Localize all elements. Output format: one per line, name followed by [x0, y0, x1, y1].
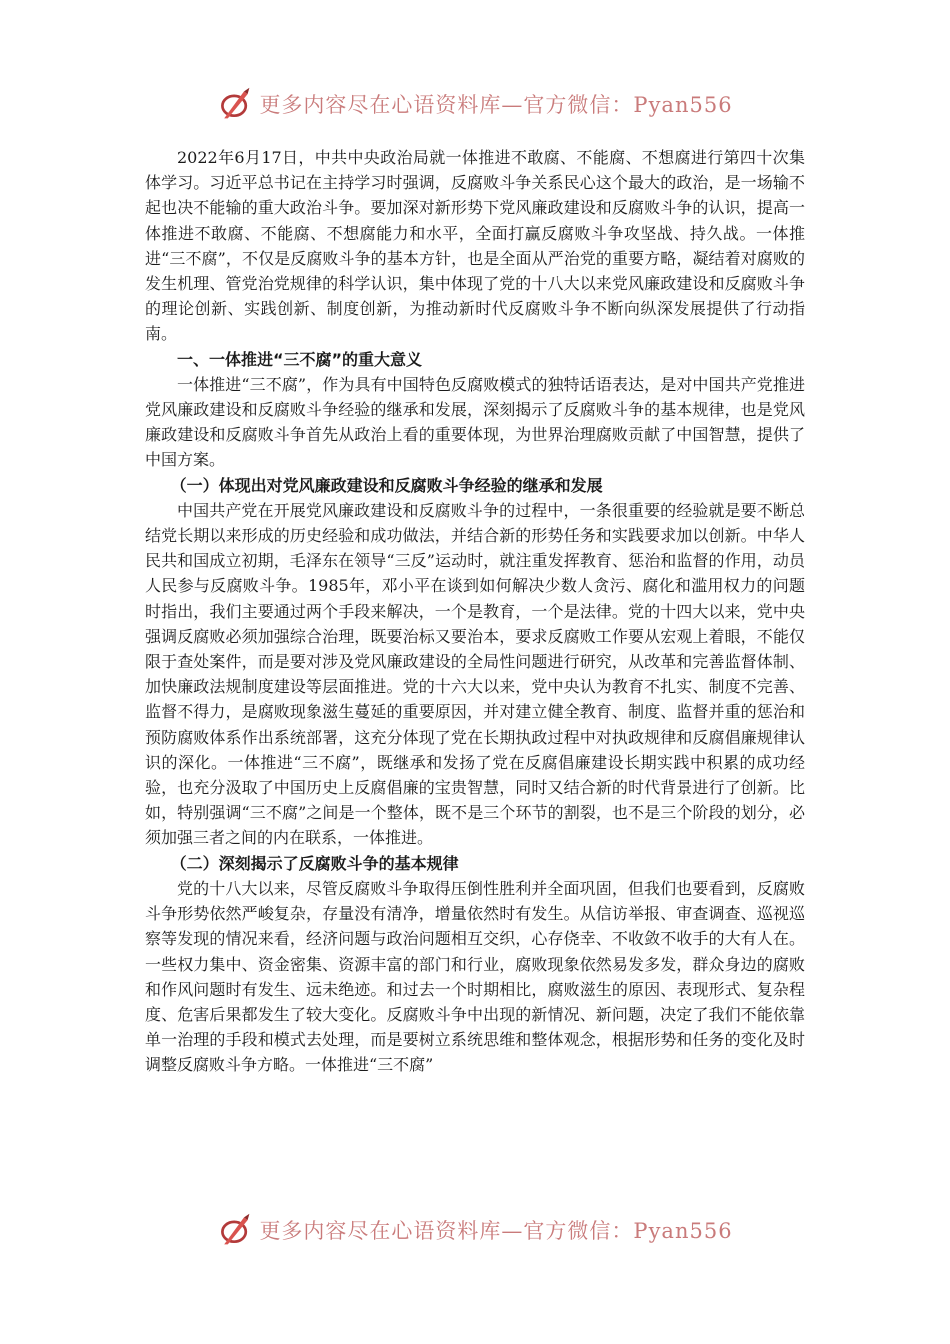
section-paragraph: 一体推进“三不腐”，作为具有中国特色反腐败模式的独特话语表达，是对中国共产党推进党风廉政建设和反腐败斗争经验的继承和发展，深刻揭示了反腐败斗争的基本规律，也是党风廉政建设和反腐败斗争首先从政治上看的重要体现，为世界治理腐败贡献了中国智慧，提供了中国方案。 [145, 374, 805, 470]
subsection-heading: （二）深刻揭示了反腐败斗争的基本规律 [170, 853, 459, 873]
subsection-heading: （一）体现出对党风廉政建设和反腐败斗争经验的继承和发展 [170, 475, 603, 495]
subsection-paragraph: 中国共产党在开展党风廉政建设和反腐败斗争的过程中，一条很重要的经验就是要不断总结党长期以来形成的历史经验和成功做法，并结合新的形势任务和实践要求加以创新。中华人民共和国成立初期，毛泽东在领导“三反”运动时，就注重发挥教育、惩治和监督的作用，动员人民参与反腐败斗争。1985年，邓小平在谈到如何解决少数人贪污、腐化和滥用权力的问题时指出，我们主要通过两个手段来解决，一个是教育，一个是法律。党的十四大以来，党中央强调反腐败必须加强综合治理，既要治标又要治本，要求反腐败工作要从宏观上着眼，不能仅限于查处案件，而是要对涉及党风廉政建设的全局性问题进行研究，从改革和完善监督体制、加快廉政法规制度建设等层面推进。党的十六大以来，党中央认为教育不扎实、制度不完善、监督不得力，是腐败现象滋生蔓延的重要原因，并对建立健全教育、制度、监督并重的惩治和预防腐败体系作出系统部署，这充分体现了党在长期执政过程中对执政规律和反腐倡廉规律认识的深化。一体推进“三不腐”，既继承和发扬了党在反腐倡廉建设长期实践中积累的成功经验，也充分汲取了中国历史上反腐倡廉的宝贵智慧，同时又结合新的时代背景进行了创新。比如，特别强调“三不腐”之间是一个整体，既不是三个环节的割裂，也不是三个阶段的划分，必须加强三者之间的内在联系，一体推进。 [145, 500, 805, 848]
feather-pen-icon [217, 1212, 253, 1248]
feather-pen-icon [217, 86, 253, 122]
banner-text: 更多内容尽在心语资料库—官方微信：Pyan556 [259, 93, 733, 117]
document-body [145, 145, 805, 1078]
subsection-paragraph: 党的十八大以来，尽管反腐败斗争取得压倒性胜利并全面巩固，但我们也要看到，反腐败斗争形势依然严峻复杂，存量没有清净，增量依然时有发生。从信访举报、审查调查、巡视巡察等发现的情况来看，经济问题与政治问题相互交织，心存侥幸、不收敛不收手的大有人在。一些权力集中、资金密集、资源丰富的部门和行业，腐败现象依然易发多发，群众身边的腐败和作风问题时有发生、远未绝迹。和过去一个时期相比，腐败滋生的原因、表现形式、复杂程度、危害后果都发生了较大变化。反腐败斗争中出现的新情况、新问题，决定了我们不能依靠单一治理的手段和模式去处理，而是要树立系统思维和整体观念，根据形势和任务的变化及时调整反腐败斗争方略。一体推进“三不腐” [145, 878, 805, 1075]
footer-banner [0, 1210, 950, 1250]
section-heading: 一、一体推进“三不腐”的重大意义 [177, 349, 423, 369]
banner-text: 更多内容尽在心语资料库—官方微信：Pyan556 [259, 1219, 733, 1243]
intro-paragraph: 2022年6月17日，中共中央政治局就一体推进不敢腐、不能腐、不想腐进行第四十次集体学习。习近平总书记在主持学习时强调，反腐败斗争关系民心这个最大的政治，是一场输不起也决不能输的重大政治斗争。要加深对新形势下党风廉政建设和反腐败斗争的认识，提高一体推进不敢腐、不能腐、不想腐能力和水平，全面打赢反腐败斗争攻坚战、持久战。一体推进“三不腐”，不仅是反腐败斗争的基本方针，也是全面从严治党的重要方略，凝结着对腐败的发生机理、管党治党规律的科学认识，集中体现了党的十八大以来党风廉政建设和反腐败斗争的理论创新、实践创新、制度创新，为推动新时代反腐败斗争不断向纵深发展提供了行动指南。 [145, 148, 805, 344]
header-banner [0, 84, 950, 124]
